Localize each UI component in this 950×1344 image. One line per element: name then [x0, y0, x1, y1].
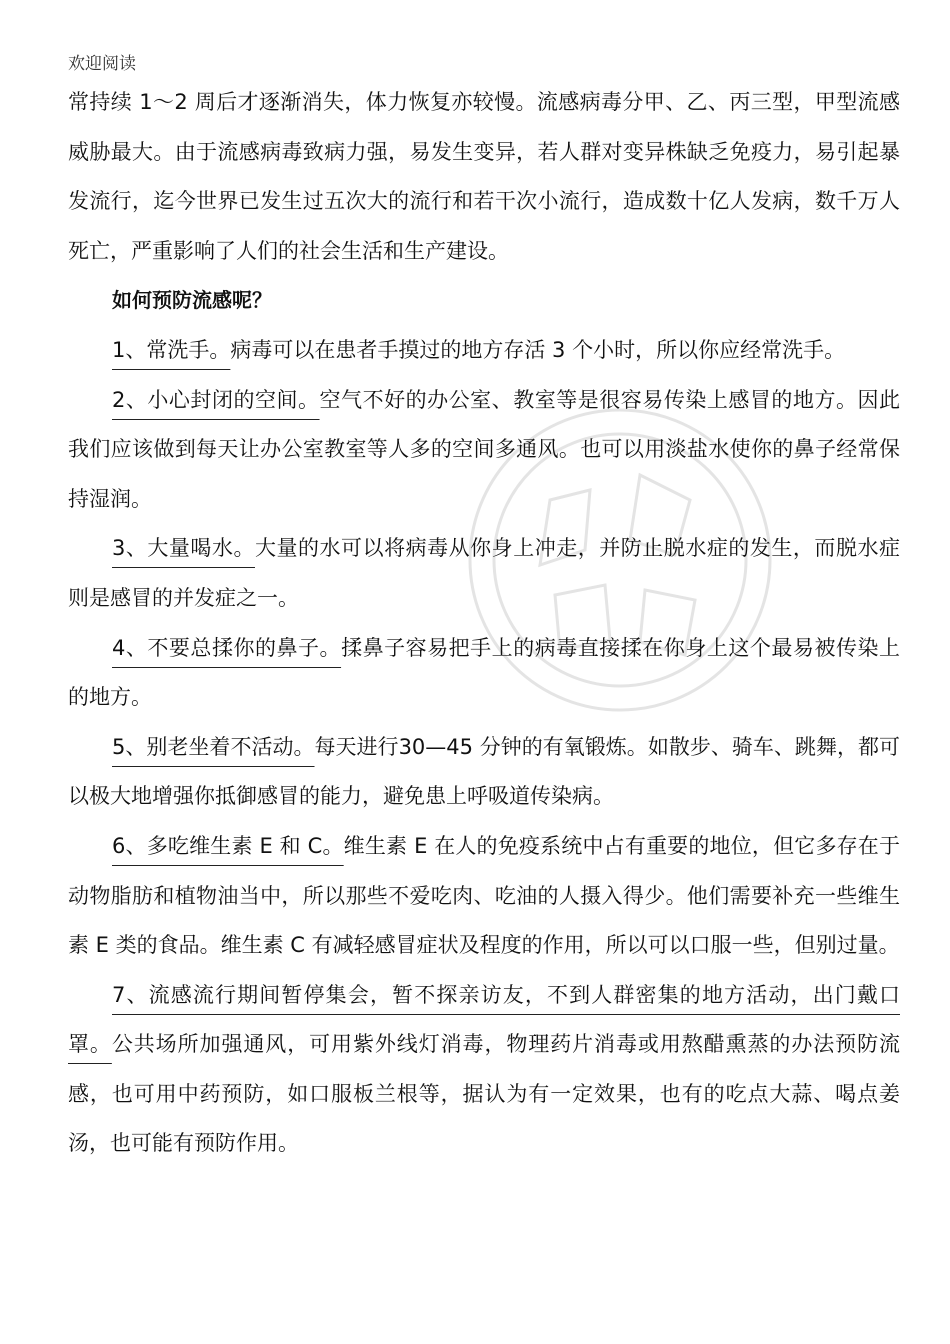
tip-title: 5、别老坐着不活动。	[112, 734, 315, 759]
tip-item-6	[68, 822, 900, 971]
tip-body: 病毒可以在患者手摸过的地方存活 3 个小时，所以你应经常洗手。	[230, 337, 846, 362]
page-header: 欢迎阅读	[68, 54, 136, 74]
tip-body: 维生素 E 在人的免疫系统中占有重要的地位，但它多存在于动物脂肪和植物油当中，所以那些不爱吃肉、吃油的人摄入得少。他们需要补充一些维生素 E 类的食品。维生素 C 有减轻感冒症状及程度的作用，所以可以口服一些，但别过量。	[68, 833, 900, 958]
tip-body: 公共场所加强通风，可用紫外线灯消毒，物理药片消毒或用熬醋熏蒸的办法预防流感，也可用中药预防，如口服板兰根等，据认为有一定效果，也有的吃点大蒜、喝点姜汤，也可能有预防作用。	[68, 1032, 901, 1156]
tip-title: 6、多吃维生素 E 和 C。	[112, 833, 344, 858]
tip-item-3	[68, 524, 900, 623]
tip-title: 7、流感流行期间暂停集会，暂不探亲访友，不到人群密集的地方活动，出门戴口罩。	[68, 982, 900, 1057]
tip-item-1	[68, 326, 900, 376]
section-heading: 如何预防流感呢？	[112, 288, 272, 313]
tip-title: 2、小心封闭的空间。	[112, 387, 320, 412]
tip-body: 每天进行30—45 分钟的有氧锻炼。如散步、骑车、跳舞，都可以极大地增强你抵御感冒的能力，避免患上呼吸道传染病。	[68, 734, 900, 809]
tip-title: 3、大量喝水。	[112, 536, 255, 561]
tip-body: 空气不好的办公室、教室等是很容易传染上感冒的地方。因此我们应该做到每天让办公室教室等人多的空间多通风。也可以用淡盐水使你的鼻子经常保持湿润。	[68, 387, 900, 511]
intro-paragraph: 常持续 1～2 周后才逐渐消失，体力恢复亦较慢。流感病毒分甲、乙、丙三型，甲型流感威胁最大。由于流感病毒致病力强，易发生变异，若人群对变异株缺乏免疫力，易引起暴发流行，迄今世界已发生过五次大的流行和若干次小流行，造成数十亿人发病，数千万人死亡，严重影响了人们的社会生活和生产建设。	[68, 90, 900, 263]
tip-item-2	[68, 376, 900, 525]
tip-title: 4、不要总揉你的鼻子。	[112, 635, 342, 660]
tip-item-7	[68, 971, 900, 1169]
tip-body: 揉鼻子容易把手上的病毒直接揉在你身上这个最易被传染上的地方。	[68, 635, 900, 710]
document-body	[68, 78, 900, 1169]
tip-body: 大量的水可以将病毒从你身上冲走，并防止脱水症的发生，而脱水症则是感冒的并发症之一。	[68, 536, 900, 610]
tip-title: 1、常洗手。	[112, 337, 231, 362]
tip-item-4	[68, 624, 900, 723]
tip-item-5	[68, 723, 900, 822]
